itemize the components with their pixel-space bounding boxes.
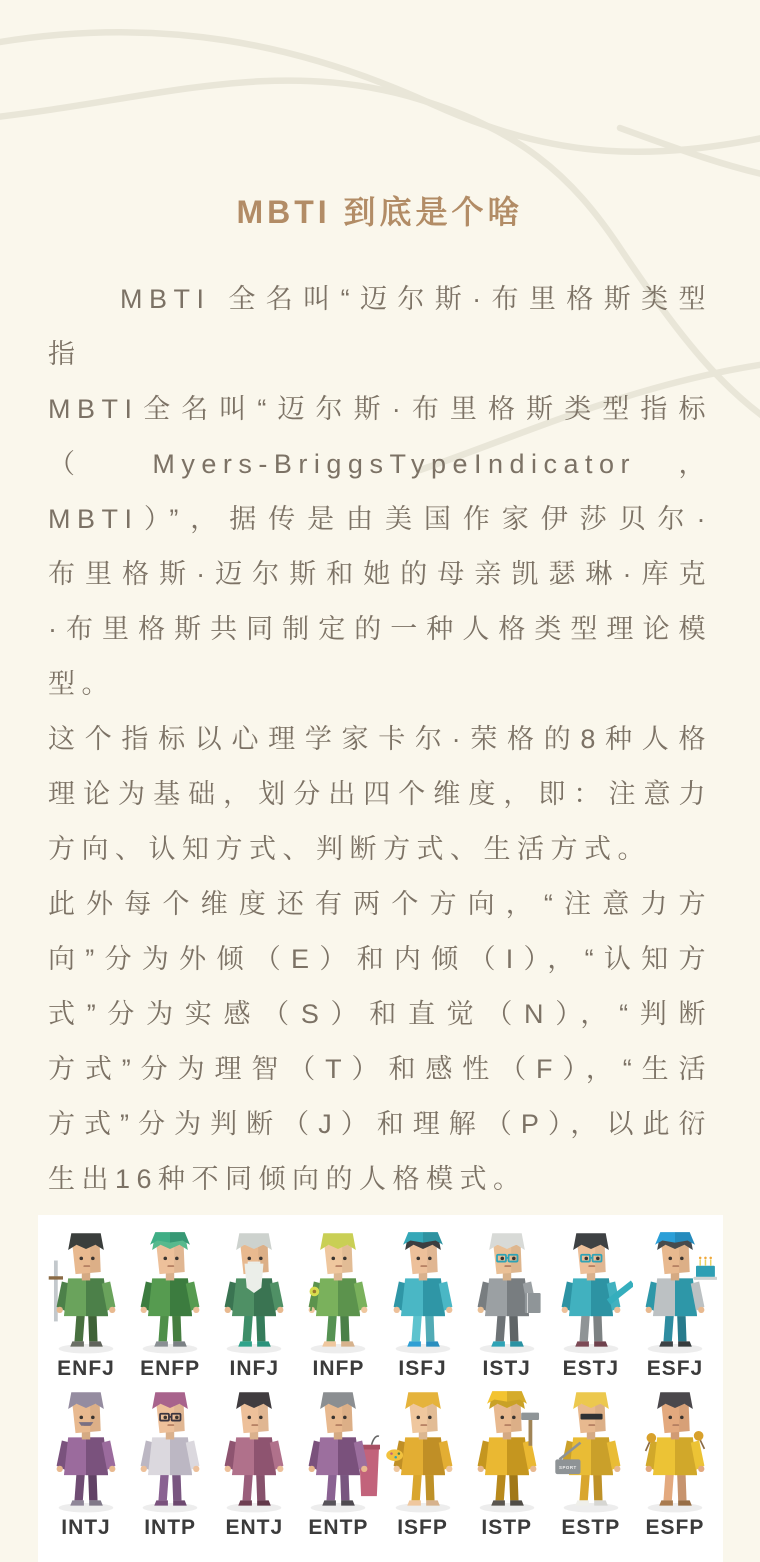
character-entj — [212, 1388, 296, 1547]
page-title: MBTI 到底是个啥 — [236, 194, 524, 230]
character-illustration — [381, 1388, 465, 1514]
character-intp — [128, 1388, 212, 1547]
type-label: ENFP — [140, 1357, 201, 1380]
character-entp — [296, 1388, 380, 1547]
type-label: INFP — [312, 1357, 365, 1380]
character-estp — [549, 1388, 633, 1547]
character-illustration — [633, 1388, 717, 1514]
character-enfp — [128, 1229, 212, 1388]
text-line: 生出16种不同倾向的人格模式。 — [48, 1164, 527, 1194]
text-line: 此外每个维度还有两个方向，“注意力方 — [48, 889, 712, 919]
type-label: INTJ — [61, 1516, 111, 1539]
character-illustration — [128, 1388, 212, 1514]
text-line: MBTI全名叫“迈尔斯·布里格斯类型指标 — [48, 394, 712, 424]
character-illustration — [44, 1229, 128, 1355]
paragraph — [48, 877, 712, 1207]
character-esfj — [633, 1229, 717, 1388]
text-line: MBTI 全名叫“迈尔斯·布里格斯类型 — [120, 284, 712, 314]
character-enfj — [44, 1229, 128, 1388]
paragraph — [48, 382, 712, 712]
type-label: ISFP — [397, 1516, 448, 1539]
character-isfj — [381, 1229, 465, 1388]
character-illustration — [212, 1388, 296, 1514]
character-illustration — [465, 1388, 549, 1514]
text-line: 布里格斯·迈尔斯和她的母亲凯瑟琳·库克 — [48, 559, 712, 589]
character-istp — [465, 1388, 549, 1547]
character-illustration — [381, 1229, 465, 1355]
text-line: 指 — [48, 339, 82, 369]
character-estj — [549, 1229, 633, 1388]
character-illustration — [128, 1229, 212, 1355]
character-illustration — [549, 1229, 633, 1355]
character-intj — [44, 1388, 128, 1547]
type-label: ISTJ — [482, 1357, 531, 1380]
character-istj — [465, 1229, 549, 1388]
text-line: 方式”分为判断（J）和理解（P），以此衍 — [48, 1109, 712, 1139]
type-label: ESTJ — [562, 1357, 620, 1380]
character-illustration — [549, 1388, 633, 1514]
text-line: （ Myers-BriggsTypeIndicator ， — [48, 449, 712, 479]
text-line: MBTI）”，据传是由美国作家伊莎贝尔· — [48, 504, 712, 534]
type-label: INTP — [144, 1516, 197, 1539]
text-line: 式”分为实感（S）和直觉（N），“判断 — [48, 999, 712, 1029]
character-row — [44, 1388, 717, 1547]
text-line: 这个指标以心理学家卡尔·荣格的8种人格 — [48, 724, 712, 754]
paragraph — [48, 272, 712, 382]
article-body — [48, 272, 712, 1207]
mbti-16-types-figure[interactable] — [38, 1215, 723, 1562]
text-line: 方向、认知方式、判断方式、生活方式。 — [48, 834, 651, 864]
character-illustration — [296, 1388, 380, 1514]
type-label: ISTP — [481, 1516, 533, 1539]
type-label: ESFP — [645, 1516, 705, 1539]
type-label: ENTJ — [225, 1516, 284, 1539]
character-infp — [296, 1229, 380, 1388]
character-row — [44, 1229, 717, 1388]
type-label: ISFJ — [398, 1357, 447, 1380]
character-illustration — [465, 1229, 549, 1355]
bag-text: SPORT — [558, 1464, 577, 1470]
character-illustration — [212, 1229, 296, 1355]
character-illustration — [44, 1388, 128, 1514]
character-illustration — [296, 1229, 380, 1355]
character-isfp — [381, 1388, 465, 1547]
text-line: 理论为基础，划分出四个维度，即：注意力 — [48, 779, 712, 809]
text-line: ·布里格斯共同制定的一种人格类型理论模 — [48, 614, 712, 644]
character-esfp — [633, 1388, 717, 1547]
text-line: 向”分为外倾（E）和内倾（I），“认知方 — [48, 944, 712, 974]
type-label: ENTP — [308, 1516, 369, 1539]
paragraph — [48, 712, 712, 877]
text-line: 型。 — [48, 669, 115, 699]
character-illustration — [633, 1229, 717, 1355]
type-label: ESTP — [561, 1516, 621, 1539]
type-label: ENFJ — [57, 1357, 115, 1380]
text-line: 方式”分为理智（T）和感性（F），“生活 — [48, 1054, 712, 1084]
type-label: INFJ — [229, 1357, 280, 1380]
character-infj — [212, 1229, 296, 1388]
type-label: ESFJ — [646, 1357, 704, 1380]
